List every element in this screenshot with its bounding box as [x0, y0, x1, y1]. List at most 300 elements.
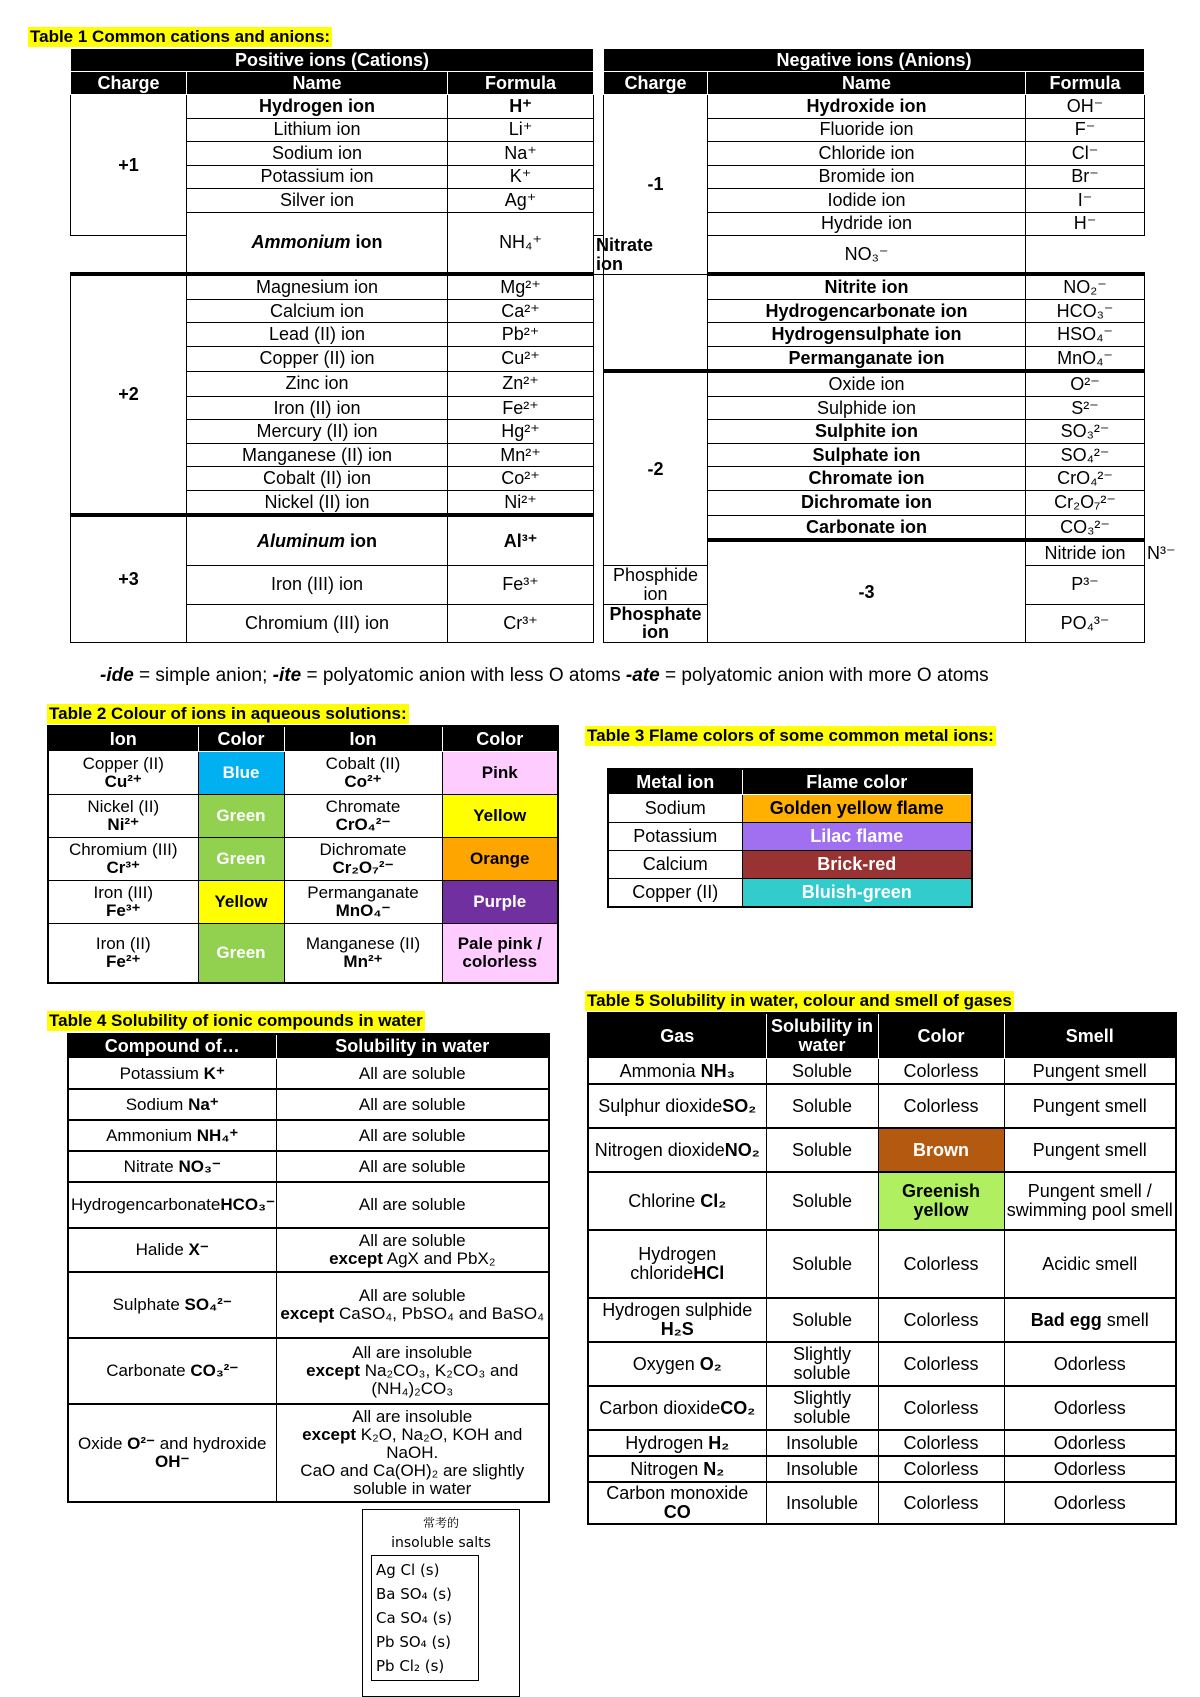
charge-cell: +2	[71, 274, 187, 515]
gas-cell	[588, 1059, 766, 1085]
gas-formula: CO₂	[720, 1397, 756, 1418]
solubility-text: All are soluble	[358, 1094, 466, 1114]
anion-name: Hydrogencarbonate ion	[708, 299, 1026, 323]
gas-formula: O₂	[699, 1353, 722, 1374]
colour-row	[48, 924, 558, 984]
anion-name-header: Name	[708, 72, 1026, 95]
solubility-table	[67, 1033, 550, 1503]
gas-color: Colorless	[878, 1084, 1004, 1128]
cation-name: Manganese (II) ion	[187, 443, 448, 467]
anion-formula: I⁻	[1026, 189, 1145, 213]
cation-formula: Ca²⁺	[448, 299, 594, 323]
anion-name: Dichromate ion	[708, 490, 1026, 515]
metal-name: Sodium	[608, 795, 742, 823]
solubility-text: All are soluble	[358, 1231, 466, 1251]
gas-solubility: Slightly soluble	[766, 1342, 878, 1386]
gas-cell	[588, 1342, 766, 1386]
anion-formula: Cl⁻	[1026, 142, 1145, 166]
solubility-cell	[276, 1182, 549, 1228]
gas-color: Colorless	[878, 1059, 1004, 1085]
cation-name: Aluminum ion	[187, 515, 448, 565]
solubility-text: All are soluble	[358, 1286, 466, 1306]
anion-name: Phosphate ion	[604, 604, 708, 643]
charge-cell: -1	[604, 95, 708, 275]
flame-row	[608, 879, 972, 908]
exception-text	[279, 1362, 547, 1398]
metal-header: Metal ion	[608, 769, 742, 795]
smell-text: Odorless	[1053, 1353, 1126, 1374]
ion-name: Iron (III)	[93, 883, 153, 903]
cation-formula: Na⁺	[448, 142, 594, 166]
cation-formula: Fe³⁺	[448, 565, 594, 604]
smell-text: Pungent smell	[1032, 1095, 1147, 1116]
compound-name: and hydroxide	[154, 1434, 267, 1454]
compound-name: Potassium	[119, 1063, 204, 1083]
anion-name: Hydride ion	[708, 212, 1026, 236]
gas-cell	[588, 1172, 766, 1230]
gas-solubility: Insoluble	[766, 1482, 878, 1524]
cation-formula: Fe²⁺	[448, 396, 594, 420]
ion-formula: Fe³⁺	[106, 901, 141, 920]
gas-solubility: Soluble	[766, 1298, 878, 1342]
gas-cell	[588, 1128, 766, 1172]
metal-name: Calcium	[608, 851, 742, 879]
compound-ion: NH₄⁺	[196, 1125, 239, 1145]
ion-name: Chromium (III)	[68, 840, 178, 860]
solubility-cell	[276, 1272, 549, 1338]
compound-cell	[68, 1182, 276, 1228]
colour-row	[48, 838, 558, 881]
except-keyword: except	[302, 1425, 357, 1445]
compound-cell	[68, 1404, 276, 1502]
compound-name: Halide	[135, 1240, 189, 1260]
gas-solubility-header: Solubility in water	[766, 1013, 878, 1059]
gas-name: Hydrogen sulphide	[602, 1300, 753, 1321]
ion-name: Dichromate	[319, 840, 407, 860]
cation-formula: Mg²⁺	[448, 274, 594, 299]
colour-swatch: Blue	[198, 752, 284, 795]
gas-formula: H₂S	[660, 1319, 694, 1339]
anion-formula: F⁻	[1026, 118, 1145, 142]
gas-smell	[1004, 1342, 1176, 1386]
solubility-row	[68, 1151, 549, 1182]
ion-colour-table	[47, 725, 559, 984]
compound-cell	[68, 1228, 276, 1272]
gas-cell	[588, 1298, 766, 1342]
gas-color: Greenish yellow	[878, 1172, 1004, 1230]
compound-ion: HCO₃⁻	[220, 1195, 275, 1215]
solubility-row	[68, 1272, 549, 1338]
colour-swatch: Green	[198, 838, 284, 881]
gas-smell	[1004, 1430, 1176, 1456]
gas-row	[588, 1298, 1176, 1342]
smell-text: Pungent smell	[1032, 1060, 1147, 1081]
flame-colour-table	[607, 768, 973, 908]
compound-ion: OH⁻	[155, 1452, 190, 1471]
smell-text: Acidic smell	[1042, 1253, 1138, 1274]
anion-name: Nitride ion	[1026, 540, 1145, 565]
insoluble-salt-item: Ba SO₄ (s)	[376, 1585, 452, 1603]
smell-emphasis: Bad egg	[1030, 1309, 1102, 1330]
gas-cell	[588, 1482, 766, 1524]
anion-name: Sulphide ion	[708, 396, 1026, 420]
naming-note: -ide = simple anion; -ite = polyatomic anion with less O atoms -ate = polyatomic anion with more O atoms	[100, 665, 989, 686]
ion-name: Nickel (II)	[87, 797, 160, 817]
cation-name: Copper (II) ion	[187, 346, 448, 371]
cation-formula: Ag⁺	[448, 189, 594, 213]
solubility-cell	[276, 1059, 549, 1090]
gas-row	[588, 1059, 1176, 1085]
color-header: Color	[442, 726, 558, 752]
cation-name: Potassium ion	[187, 165, 448, 189]
cation-formula: Al³⁺	[448, 515, 594, 565]
compound-ion: K⁺	[203, 1063, 225, 1083]
colour-row	[48, 795, 558, 838]
anion-formula: H⁻	[1026, 212, 1145, 236]
solubility-cell	[276, 1089, 549, 1120]
ion-name: Copper (II)	[82, 754, 164, 774]
except-keyword: except	[329, 1249, 383, 1268]
colour-row	[48, 881, 558, 924]
ion-cell	[284, 795, 442, 838]
gas-smell	[1004, 1456, 1176, 1482]
gas-formula: SO₂	[722, 1095, 757, 1116]
gas-color: Colorless	[878, 1482, 1004, 1524]
gas-color: Colorless	[878, 1230, 1004, 1298]
gas-row	[588, 1084, 1176, 1128]
handwritten-note	[362, 1509, 520, 1697]
exception-text	[279, 1305, 547, 1323]
ion-formula: CrO₄²⁻	[335, 815, 391, 834]
anion-name: Nitrite ion	[708, 274, 1026, 299]
solubility-row	[68, 1228, 549, 1272]
gas-name: Chlorine	[628, 1190, 701, 1211]
cation-formula: H⁺	[448, 95, 594, 119]
ion-cell	[48, 795, 198, 838]
gas-cell	[588, 1084, 766, 1128]
cation-name: Iron (III) ion	[187, 565, 448, 604]
ions-table: Positive ions (Cations) Negative ions (Anions) Charge Name Formula Charge Name Formula +1 Hydrogen ion H⁺ -1 Hydroxide ion OH⁻ Lithium ion Li⁺ Fluoride ion F⁻ Sodium ion Na⁺ Chloride ion Cl⁻ Potassium ion K⁺ Bromide ion Br⁻ Silver ion Ag⁺ Iodide ion I⁻ Ammonium ion NH₄⁺ Hydride ion H⁻ Nitrate ion NO₃⁻ +2 Magnesium ion Mg²⁺ Nitrite ion NO₂⁻ Calcium ion Ca²⁺ Hydrogencarbonate ion HCO₃⁻ Lead (II) ion Pb²⁺ Hydrogensulphate ion HSO₄⁻ Copper (II) ion Cu²⁺ Permanganate ion MnO₄⁻ Zinc ion Zn²⁺ -2 Oxide ion O²⁻ Iron (II) ion Fe²⁺ Sulphide ion S²⁻ Mercury (II) ion Hg²⁺ Sulphite ion SO₃²⁻ Manganese (II) ion Mn²⁺ Sulphate ion SO₄²⁻ Cobalt (II) ion Co²⁺ Chromate ion CrO₄²⁻ Nickel (II) ion Ni²⁺ Dichromate ion Cr₂O₇²⁻ +3 Aluminum ion Al³⁺ Carbonate ion CO₃²⁻ -3 Nitride ion N³⁻ Iron (III) ion Fe³⁺ Phosphide ion P³⁻ Chromium (III) ion Cr³⁺ Phosphate ion PO₄³⁻	[70, 48, 1145, 643]
gas-solubility: Insoluble	[766, 1430, 878, 1456]
smell-text: smell	[1101, 1309, 1149, 1330]
gas-name: Ammonia	[619, 1060, 701, 1081]
gas-header: Gas	[588, 1013, 766, 1059]
insoluble-salt-item: Ca SO₄ (s)	[376, 1609, 453, 1627]
gas-smell	[1004, 1128, 1176, 1172]
anion-formula: PO₄³⁻	[1026, 604, 1145, 643]
anion-formula: OH⁻	[1026, 95, 1145, 119]
flame-row	[608, 851, 972, 879]
anion-formula: HCO₃⁻	[1026, 299, 1145, 323]
cation-formula: Ni²⁺	[448, 490, 594, 515]
gas-formula: HCl	[693, 1263, 725, 1283]
anion-formula: SO₄²⁻	[1026, 443, 1145, 467]
compound-ion: Na⁺	[188, 1094, 219, 1114]
gas-name: Hydrogen chloride	[630, 1244, 717, 1283]
anion-formula: HSO₄⁻	[1026, 323, 1145, 347]
cation-charge-header: Charge	[71, 72, 187, 95]
anion-name: Phosphide ion	[604, 565, 708, 604]
anion-name: Oxide ion	[708, 371, 1026, 396]
except-list: Na₂CO₃, K₂CO₃ and (NH₄)₂CO₃	[360, 1361, 519, 1398]
compound-cell	[68, 1120, 276, 1151]
anion-formula: NO₂⁻	[1026, 274, 1145, 299]
cation-formula: Co²⁺	[448, 467, 594, 491]
compound-name: Sodium	[125, 1094, 189, 1114]
gas-color: Brown	[878, 1128, 1004, 1172]
cation-name: Lead (II) ion	[187, 323, 448, 347]
gas-cell	[588, 1230, 766, 1298]
cation-formula: Pb²⁺	[448, 323, 594, 347]
gas-name: Nitrogen	[630, 1458, 704, 1479]
except-list: K₂O, Na₂O, KOH and NaOH.	[356, 1425, 523, 1463]
anion-name: Sulphite ion	[708, 420, 1026, 444]
anion-formula: Cr₂O₇²⁻	[1026, 490, 1145, 515]
gas-smell	[1004, 1482, 1176, 1524]
gas-smell	[1004, 1059, 1176, 1085]
except-list: CaSO₄, PbSO₄ and BaSO₄	[334, 1304, 545, 1323]
compound-name: Sulphate	[112, 1295, 185, 1315]
anion-formula: MnO₄⁻	[1026, 346, 1145, 371]
anion-formula-header: Formula	[1026, 72, 1145, 95]
solubility-text: All are soluble	[358, 1125, 466, 1145]
cation-formula-header: Formula	[448, 72, 594, 95]
compound-name: Hydrogencarbonate	[71, 1195, 221, 1215]
gas-name: Carbon monoxide	[606, 1483, 749, 1504]
colour-swatch: Pale pink / colorless	[442, 924, 558, 984]
compound-ion: NO₃⁻	[178, 1156, 221, 1176]
solubility-text: All are insoluble	[352, 1343, 473, 1363]
ion-cell	[284, 752, 442, 795]
gas-color: Colorless	[878, 1386, 1004, 1430]
charge-cell: +3	[71, 515, 187, 643]
gas-row	[588, 1456, 1176, 1482]
compound-name: Carbonate	[106, 1361, 191, 1381]
colour-row	[48, 752, 558, 795]
flame-swatch: Golden yellow flame	[742, 795, 972, 823]
note-subheading: insoluble salts	[391, 1535, 491, 1551]
anion-charge-header: Charge	[604, 72, 708, 95]
gas-formula: H₂	[708, 1432, 730, 1453]
compound-name: Oxide	[77, 1434, 128, 1454]
smell-text: Odorless	[1053, 1397, 1126, 1418]
gas-row	[588, 1342, 1176, 1386]
anion-formula: Br⁻	[1026, 165, 1145, 189]
cation-name: Lithium ion	[187, 118, 448, 142]
gas-color: Colorless	[878, 1298, 1004, 1342]
anion-formula: O²⁻	[1026, 371, 1145, 396]
colour-swatch: Purple	[442, 881, 558, 924]
compound-ion: CO₃²⁻	[190, 1361, 239, 1381]
ion-formula: MnO₄⁻	[335, 901, 391, 920]
cation-name: Chromium (III) ion	[187, 604, 448, 643]
gas-name: Sulphur dioxide	[598, 1095, 723, 1116]
gas-row	[588, 1386, 1176, 1430]
gas-row	[588, 1230, 1176, 1298]
ion-cell	[48, 838, 198, 881]
solubility-text: All are soluble	[358, 1063, 466, 1083]
gas-solubility: Slightly soluble	[766, 1386, 878, 1430]
cation-name: Zinc ion	[187, 371, 448, 396]
solubility-row	[68, 1338, 549, 1404]
colour-swatch: Yellow	[198, 881, 284, 924]
solubility-text: All are soluble	[358, 1156, 466, 1176]
anion-name: Sulphate ion	[708, 443, 1026, 467]
cation-name: Cobalt (II) ion	[187, 467, 448, 491]
gas-formula: CO	[663, 1502, 691, 1522]
colour-swatch: Yellow	[442, 795, 558, 838]
gas-formula: NO₂	[724, 1139, 760, 1160]
insoluble-salt-item: Pb SO₄ (s)	[376, 1633, 451, 1651]
smell-text: Pungent smell / swimming pool smell	[1006, 1181, 1173, 1220]
anion-name: Chromate ion	[708, 467, 1026, 491]
gas-name: Hydrogen	[625, 1432, 709, 1453]
anion-name: Hydroxide ion	[708, 95, 1026, 119]
ion-cell	[284, 881, 442, 924]
cation-name: Calcium ion	[187, 299, 448, 323]
table2-caption: Table 2 Colour of ions in aqueous solutions:	[49, 704, 407, 723]
ion-name: Cobalt (II)	[325, 754, 401, 774]
flame-swatch: Bluish-green	[742, 879, 972, 908]
gas-solubility: Insoluble	[766, 1456, 878, 1482]
extra-text: CaO and Ca(OH)₂ are slightly soluble in water	[300, 1460, 525, 1498]
flame-row	[608, 823, 972, 851]
solubility-text: All are insoluble	[352, 1407, 473, 1427]
cation-name: Iron (II) ion	[187, 396, 448, 420]
gas-smell	[1004, 1084, 1176, 1128]
gas-solubility: Soluble	[766, 1084, 878, 1128]
gas-row	[588, 1430, 1176, 1456]
table1-caption: Table 1 Common cations and anions:	[30, 27, 331, 46]
gas-smell	[1004, 1230, 1176, 1298]
cation-name: Ammonium ion	[187, 212, 448, 274]
gas-row	[588, 1172, 1176, 1230]
cation-name: Hydrogen ion	[187, 95, 448, 119]
ion-formula: Fe²⁺	[106, 952, 141, 971]
gas-formula: Cl₂	[700, 1190, 727, 1211]
anion-formula: NO₃⁻	[708, 236, 1026, 275]
flame-row	[608, 795, 972, 823]
anion-formula: S²⁻	[1026, 396, 1145, 420]
gas-color-header: Color	[878, 1013, 1004, 1059]
smell-text: Odorless	[1053, 1458, 1126, 1479]
ion-name: Manganese (II)	[305, 934, 421, 954]
table3-caption: Table 3 Flame colors of some common metal ions:	[587, 726, 994, 745]
compound-name: Ammonium	[106, 1125, 197, 1145]
anion-name: Iodide ion	[708, 189, 1026, 213]
ion-formula: Co²⁺	[344, 772, 382, 791]
gas-color: Colorless	[878, 1342, 1004, 1386]
solubility-cell	[276, 1151, 549, 1182]
anion-formula: CrO₄²⁻	[1026, 467, 1145, 491]
cation-name-header: Name	[187, 72, 448, 95]
solubility-row	[68, 1404, 549, 1502]
solubility-row	[68, 1120, 549, 1151]
color-header: Color	[198, 726, 284, 752]
smell-text: Pungent smell	[1032, 1139, 1147, 1160]
ion-formula: Cu²⁺	[104, 772, 142, 791]
flame-swatch: Lilac flame	[742, 823, 972, 851]
gas-smell	[1004, 1172, 1176, 1230]
table5-caption: Table 5 Solubility in water, colour and smell of gases	[587, 991, 1012, 1010]
cation-formula: Mn²⁺	[448, 443, 594, 467]
gas-color: Colorless	[878, 1430, 1004, 1456]
anion-formula: P³⁻	[1026, 565, 1145, 604]
colour-swatch: Green	[198, 795, 284, 838]
cation-name: Sodium ion	[187, 142, 448, 166]
anion-name: Bromide ion	[708, 165, 1026, 189]
ion-formula: Cr₂O₇²⁻	[332, 858, 394, 877]
cation-formula: Zn²⁺	[448, 371, 594, 396]
anion-header: Negative ions (Anions)	[604, 49, 1145, 72]
gas-solubility: Soluble	[766, 1128, 878, 1172]
anion-name: Carbonate ion	[708, 515, 1026, 540]
cation-header: Positive ions (Cations)	[71, 49, 594, 72]
ion-formula: Cr³⁺	[106, 858, 141, 877]
insoluble-salt-list	[371, 1555, 479, 1681]
ion-name: Chromate	[325, 797, 401, 817]
gas-row	[588, 1128, 1176, 1172]
solubility-cell	[276, 1338, 549, 1404]
compound-cell	[68, 1272, 276, 1338]
insoluble-salt-item: Ag Cl (s)	[376, 1561, 440, 1579]
except-list: AgX and PbX₂	[382, 1249, 496, 1268]
ion-header: Ion	[284, 726, 442, 752]
cation-formula: Cr³⁺	[448, 604, 594, 643]
cation-formula: Li⁺	[448, 118, 594, 142]
ion-name: Permanganate	[307, 883, 419, 903]
solubility-header: Solubility in water	[276, 1034, 549, 1059]
gas-name: Oxygen	[632, 1353, 700, 1374]
ion-cell	[48, 924, 198, 984]
colour-swatch: Green	[198, 924, 284, 984]
smell-text: Odorless	[1053, 1492, 1126, 1513]
cation-formula: K⁺	[448, 165, 594, 189]
compound-ion: X⁻	[188, 1240, 209, 1260]
ion-cell	[284, 924, 442, 984]
compound-header: Compound of…	[68, 1034, 276, 1059]
anion-name: Nitrate ion	[594, 236, 604, 275]
ion-formula: Mn²⁺	[343, 952, 383, 971]
gas-solubility: Soluble	[766, 1172, 878, 1230]
compound-cell	[68, 1338, 276, 1404]
ion-cell	[284, 838, 442, 881]
ion-name: Iron (II)	[95, 934, 151, 954]
solubility-row	[68, 1059, 549, 1090]
anion-formula: CO₃²⁻	[1026, 515, 1145, 540]
gas-solubility: Soluble	[766, 1230, 878, 1298]
gas-name: Carbon dioxide	[599, 1397, 721, 1418]
cation-formula: NH₄⁺	[448, 212, 594, 274]
cation-name: Mercury (II) ion	[187, 420, 448, 444]
gas-smell	[1004, 1298, 1176, 1342]
metal-name: Copper (II)	[608, 879, 742, 908]
metal-name: Potassium	[608, 823, 742, 851]
compound-cell	[68, 1059, 276, 1090]
colour-swatch: Pink	[442, 752, 558, 795]
gas-formula: NH₃	[700, 1060, 735, 1081]
compound-name: Nitrate	[123, 1156, 179, 1176]
charge-cell: +1	[71, 95, 187, 236]
anion-name: Hydrogensulphate ion	[708, 323, 1026, 347]
gas-cell	[588, 1456, 766, 1482]
cation-name: Magnesium ion	[187, 274, 448, 299]
anion-name: Fluoride ion	[708, 118, 1026, 142]
solubility-row	[68, 1089, 549, 1120]
smell-text: Odorless	[1053, 1432, 1126, 1453]
cation-formula: Cu²⁺	[448, 346, 594, 371]
gas-row	[588, 1482, 1176, 1524]
